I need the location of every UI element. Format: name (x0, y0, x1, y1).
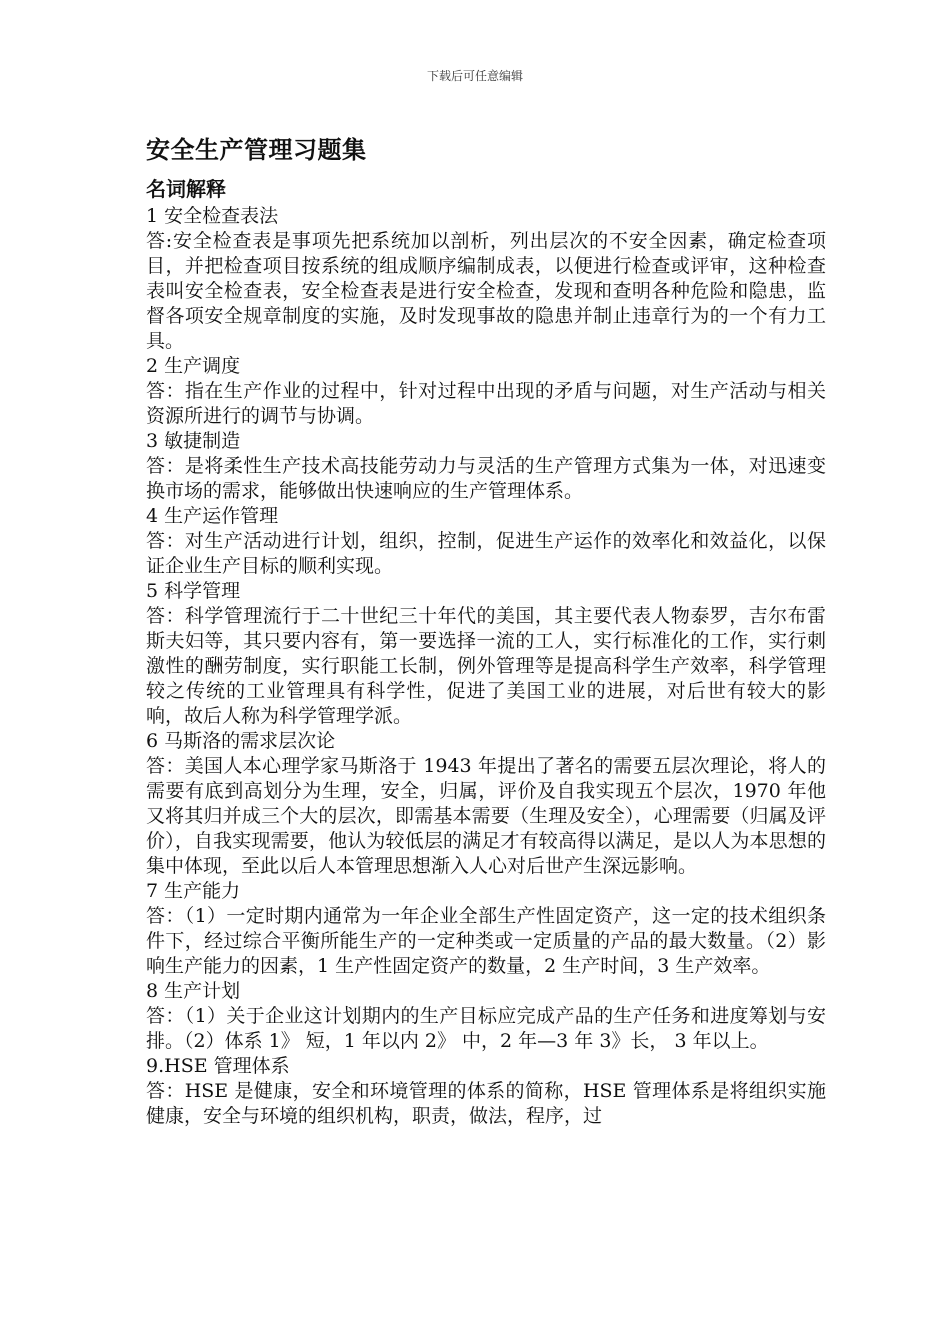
entry-answer: 答：美国人本心理学家马斯洛于 1943 年提出了著名的需要五层次理论，将人的需要有底到高划分为生理，安全，归属，评价及自我实现五个层次，1970 年他又将其归并成三个大的层次，即需基本需要（生理及安全），心理需要（归属及评价），自我实现需要，他认为较低层的满足才有较高得以满足，是以人为本思想的集中体现，至此以后人本管理思想渐入人心对后世产生深远影响。 (146, 755, 826, 877)
entry-answer: 答:安全检查表是事项先把系统加以剖析，列出层次的不安全因素，确定检查项目，并把检查项目按系统的组成顺序编制成表，以便进行检查或评审，这种检查表叫安全检查表，安全检查表是进行安全检查，发现和查明各种危险和隐患，监督各项安全规章制度的实施，及时发现事故的隐患并制止违章行为的一个有力工具。 (146, 230, 826, 352)
entry-answer: 答：科学管理流行于二十世纪三十年代的美国，其主要代表人物泰罗，吉尔布雷斯夫妇等，其只要内容有，第一要选择一流的工人，实行标准化的工作，实行刺激性的酬劳制度，实行职能工长制，例外管理等是提高科学生产效率，科学管理较之传统的工业管理具有科学性，促进了美国工业的进展，对后世有较大的影响，故后人称为科学管理学派。 (146, 605, 826, 727)
entry-term: 9.HSE 管理体系 (146, 1055, 290, 1077)
document-title: 安全生产管理习题集 (146, 135, 367, 164)
entry-answer: 答：（1）一定时期内通常为一年企业全部生产性固定资产，这一定的技术组织条件下，经过综合平衡所能生产的一定种类或一定质量的产品的最大数量。（2）影响生产能力的因素，1 生产性固定资产的数量，2 生产时间，3 生产效率。 (146, 905, 826, 977)
entry-term: 1 安全检查表法 (146, 205, 279, 227)
entry-term: 2 生产调度 (146, 355, 241, 377)
entry-term: 6 马斯洛的需求层次论 (146, 730, 336, 752)
entry-answer: 答：对生产活动进行计划，组织，控制，促进生产运作的效率化和效益化，以保证企业生产目标的顺利实现。 (146, 530, 826, 577)
entry-answer: 答：指在生产作业的过程中，针对过程中出现的矛盾与问题，对生产活动与相关资源所进行的调节与协调。 (146, 380, 826, 427)
entry-term: 8 生产计划 (146, 980, 241, 1002)
entry-answer: 答：是将柔性生产技术高技能劳动力与灵活的生产管理方式集为一体，对迅速变换市场的需求，能够做出快速响应的生产管理体系。 (146, 455, 826, 502)
entry-term: 7 生产能力 (146, 880, 241, 902)
entry-answer: 答：HSE 是健康，安全和环境管理的体系的简称，HSE 管理体系是将组织实施健康，安全与环境的组织机构，职责，做法，程序，过 (146, 1080, 826, 1127)
entry-answer: 答：（1）关于企业这计划期内的生产目标应完成产品的生产任务和进度筹划与安排。（2）体系 1》 短，1 年以内 2》 中，2 年—3 年 3》长， 3 年以上。 (146, 1005, 826, 1052)
entry-term: 4 生产运作管理 (146, 505, 279, 527)
page-header: 下载后可任意编辑 (426, 69, 523, 83)
entry-term: 3 敏捷制造 (146, 430, 241, 452)
document-body (146, 132, 826, 1129)
entry-term: 5 科学管理 (146, 580, 241, 602)
section-heading: 名词解释 (146, 177, 226, 201)
